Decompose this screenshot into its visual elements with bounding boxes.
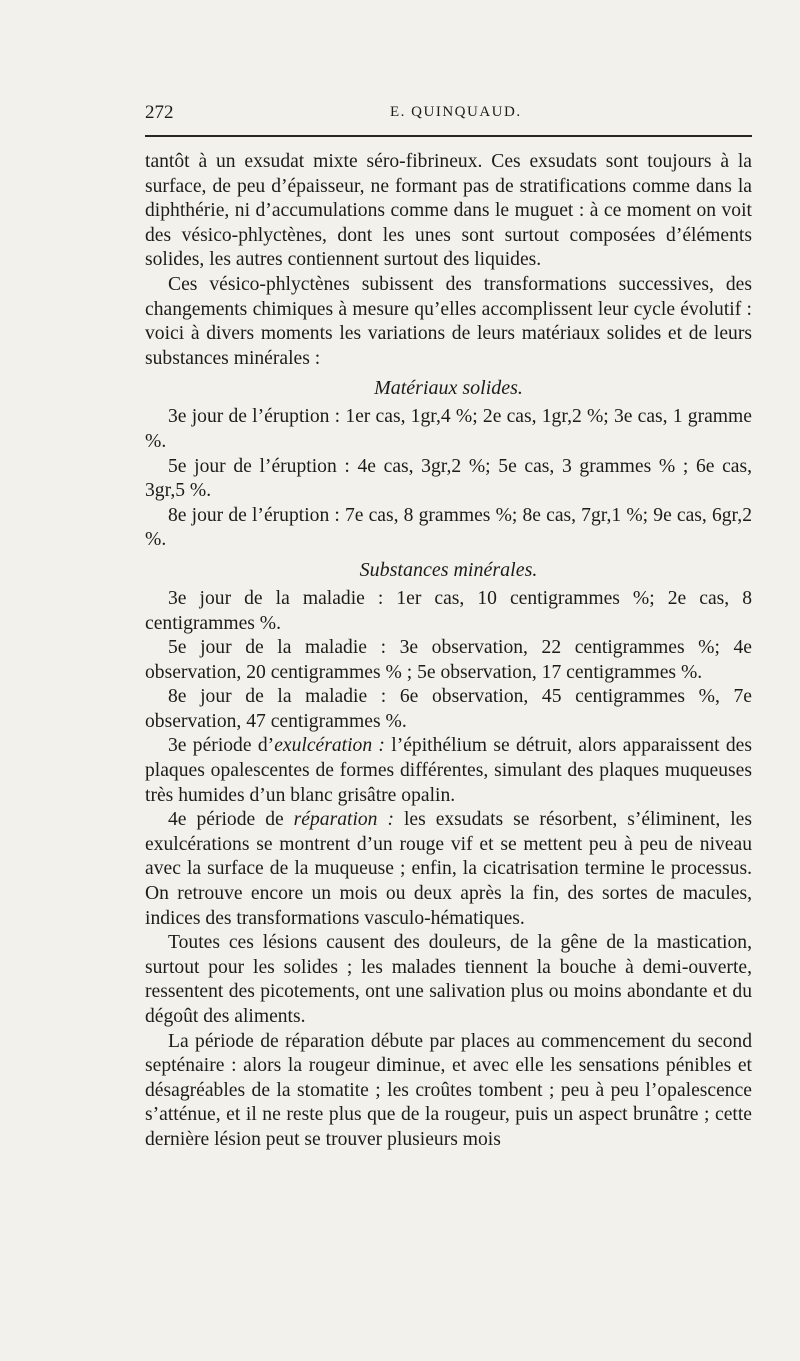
paragraph-rest: les exsudats se résorbent, s’éliminent, les exulcérations se montrent d’un rouge vif et se mettent peu à peu de niveau avec la surface de la muqueuse ; enfin, la cicatrisation termine le processus. On retrouve encore un mois ou deux après la fin, des sortes de macules, indices des transformations vasculo-hématiques. <box>145 809 752 929</box>
section-heading: Matériaux solides. <box>374 377 523 400</box>
paragraph: 5e jour de la maladie : 3e observation, 22 centigrammes %; 4e observation, 20 centigrammes % ; 5e observation, 17 centigrammes %. <box>145 637 752 683</box>
page-body <box>145 150 752 1153</box>
paragraph: 8e jour de la maladie : 6e observation, 45 centigrammes %, 7e observation, 47 centigrammes %. <box>145 686 752 732</box>
paragraph: 3e jour de l’éruption : 1er cas, 1gr,4 %; 2e cas, 1gr,2 %; 3e cas, 1 gramme %. <box>145 406 752 452</box>
paragraph: La période de réparation débute par places au commencement du second septénaire : alors la rougeur diminue, et avec elle les sensations pénibles et désagréables de la stomatite ; les croûtes tombent ; peu à peu l’opalescence s’atténue, et il ne reste plus que de la rougeur, puis un aspect brunâtre ; cette dernière lésion peut se trouver plusieurs mois <box>145 1030 752 1150</box>
paragraph: 5e jour de l’éruption : 4e cas, 3gr,2 %; 5e cas, 3 grammes % ; 6e cas, 3gr,5 %. <box>145 455 752 502</box>
paragraph-lead: 4e période de <box>168 809 294 831</box>
running-head <box>145 96 752 126</box>
italic-term: réparation : <box>293 809 394 831</box>
paragraph <box>145 808 752 931</box>
page-number: 272 <box>145 102 174 123</box>
paragraph: tantôt à un exsudat mixte séro-fibrineux. Ces exsudats sont toujours à la surface, de peu d’épaisseur, ne formant pas de stratifications comme dans la diphthérie, ni d’accumulations comme dans le muguet : à ce moment on voit des vésico-phlyctènes, dont les unes sont surtout composées d’éléments solides, les autres contiennent surtout des liquides. <box>145 151 752 271</box>
header-rule <box>145 135 752 137</box>
paragraph: Toutes ces lésions causent des douleurs, de la gêne de la mastication, surtout pour les solides ; les malades tiennent la bouche à demi-ouverte, ressentent des picotements, ont une salivation plus ou moins abondante et du dégoût des aliments. <box>145 932 752 1027</box>
paragraph-rest: l’épithélium se détruit, alors apparaissent des plaques opalescentes de formes différentes, simulant des plaques muqueuses très humides d’un blanc grisâtre opalin. <box>145 735 752 806</box>
paragraph-lead: 3e période d’ <box>168 735 275 757</box>
paragraph: 3e jour de la maladie : 1er cas, 10 centigrammes %; 2e cas, 8 centigrammes %. <box>145 587 752 634</box>
paragraph <box>145 734 752 808</box>
running-title: E. QUINQUAUD. <box>390 104 522 120</box>
paragraph: Ces vésico-phlyctènes subissent des transformations successives, des changements chimiques à mesure qu’elles accomplissent leur cycle évolutif : voici à divers moments les variations de leurs matériaux solides et de leurs substances minérales : <box>145 273 752 369</box>
italic-term: exulcération : <box>274 735 385 757</box>
section-heading: Substances minérales. <box>359 558 538 581</box>
book-page <box>145 96 752 1150</box>
paragraph: 8e jour de l’éruption : 7e cas, 8 grammes %; 8e cas, 7gr,1 %; 9e cas, 6gr,2 %. <box>145 504 752 551</box>
